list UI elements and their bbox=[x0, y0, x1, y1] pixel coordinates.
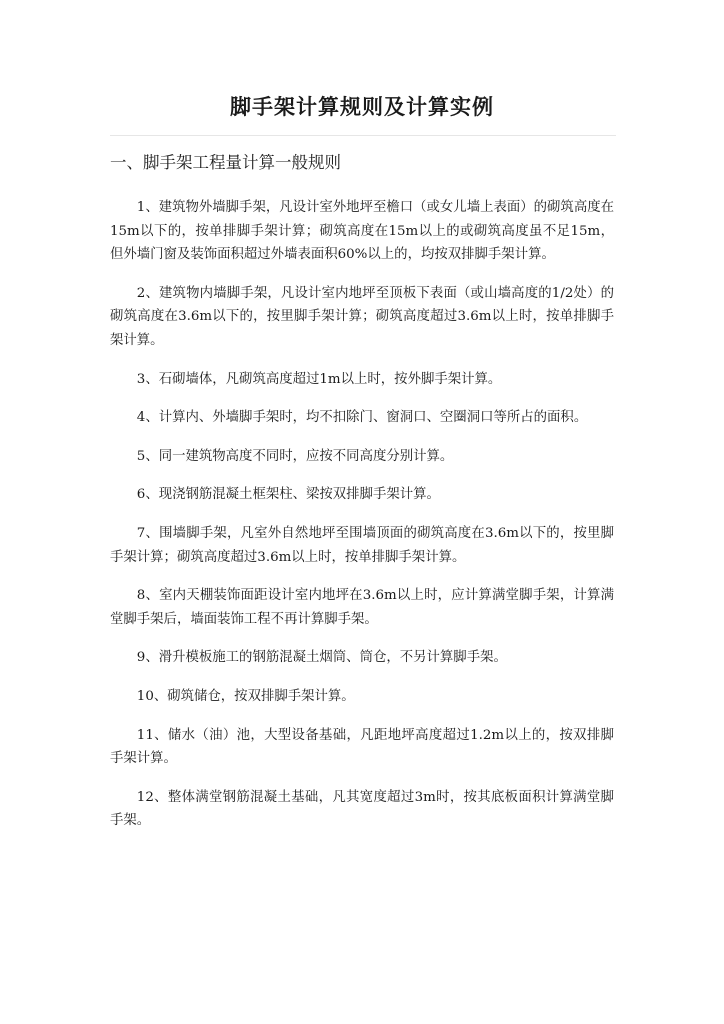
rule-paragraph-11: 11、储水（油）池，大型设备基础，凡距地坪高度超过1.2m以上的，按双排脚手架计算。 bbox=[110, 727, 614, 767]
rule-paragraph-1: 1、建筑物外墙脚手架，凡设计室外地坪至檐口（或女儿墙上表面）的砌筑高度在15m以下的，按单排脚手架计算；砌筑高度在15m以上的或砌筑高度虽不足15m，但外墙门窗及装饰面积超过外墙表面积60%以上的，均按双排脚手架计算。 bbox=[110, 200, 614, 263]
document-title: 脚手架计算规则及计算实例 bbox=[230, 94, 494, 119]
rule-paragraph-3: 3、石砌墙体，凡砌筑高度超过1m以上时，按外脚手架计算。 bbox=[136, 371, 502, 387]
rule-paragraph-5: 5、同一建筑物高度不同时，应按不同高度分别计算。 bbox=[136, 448, 454, 464]
title-divider bbox=[110, 135, 616, 136]
rule-paragraph-4: 4、计算内、外墙脚手架时，均不扣除门、窗洞口、空圈洞口等所占的面积。 bbox=[136, 410, 588, 426]
rule-paragraph-2: 2、建筑物内墙脚手架，凡设计室内地坪至顶板下表面（或山墙高度的1/2处）的砌筑高度在3.6m以下的，按里脚手架计算；砌筑高度超过3.6m以上时，按单排脚手架计算。 bbox=[110, 285, 614, 348]
rules-list bbox=[110, 196, 614, 848]
rule-paragraph-9: 9、滑升模板施工的钢筋混凝土烟筒、筒仓，不另计算脚手架。 bbox=[136, 650, 507, 666]
section-heading: 一、脚手架工程量计算一般规则 bbox=[110, 153, 341, 172]
rule-paragraph-12: 12、整体满堂钢筋混凝土基础，凡其宽度超过3m时，按其底板面积计算满堂脚手架。 bbox=[110, 789, 614, 829]
rule-paragraph-8: 8、室内天棚装饰面距设计室内地坪在3.6m以上时，应计算满堂脚手架，计算满堂脚手架后，墙面装饰工程不再计算脚手架。 bbox=[110, 588, 614, 627]
rule-paragraph-7: 7、围墙脚手架，凡室外自然地坪至围墙顶面的砌筑高度在3.6m以下的，按里脚手架计算；砌筑高度超过3.6m以上时，按单排脚手架计算。 bbox=[110, 525, 614, 565]
rule-paragraph-10: 10、砌筑储仓，按双排脚手架计算。 bbox=[136, 688, 355, 704]
rule-paragraph-6: 6、现浇钢筋混凝土框架柱、梁按双排脚手架计算。 bbox=[136, 487, 440, 503]
